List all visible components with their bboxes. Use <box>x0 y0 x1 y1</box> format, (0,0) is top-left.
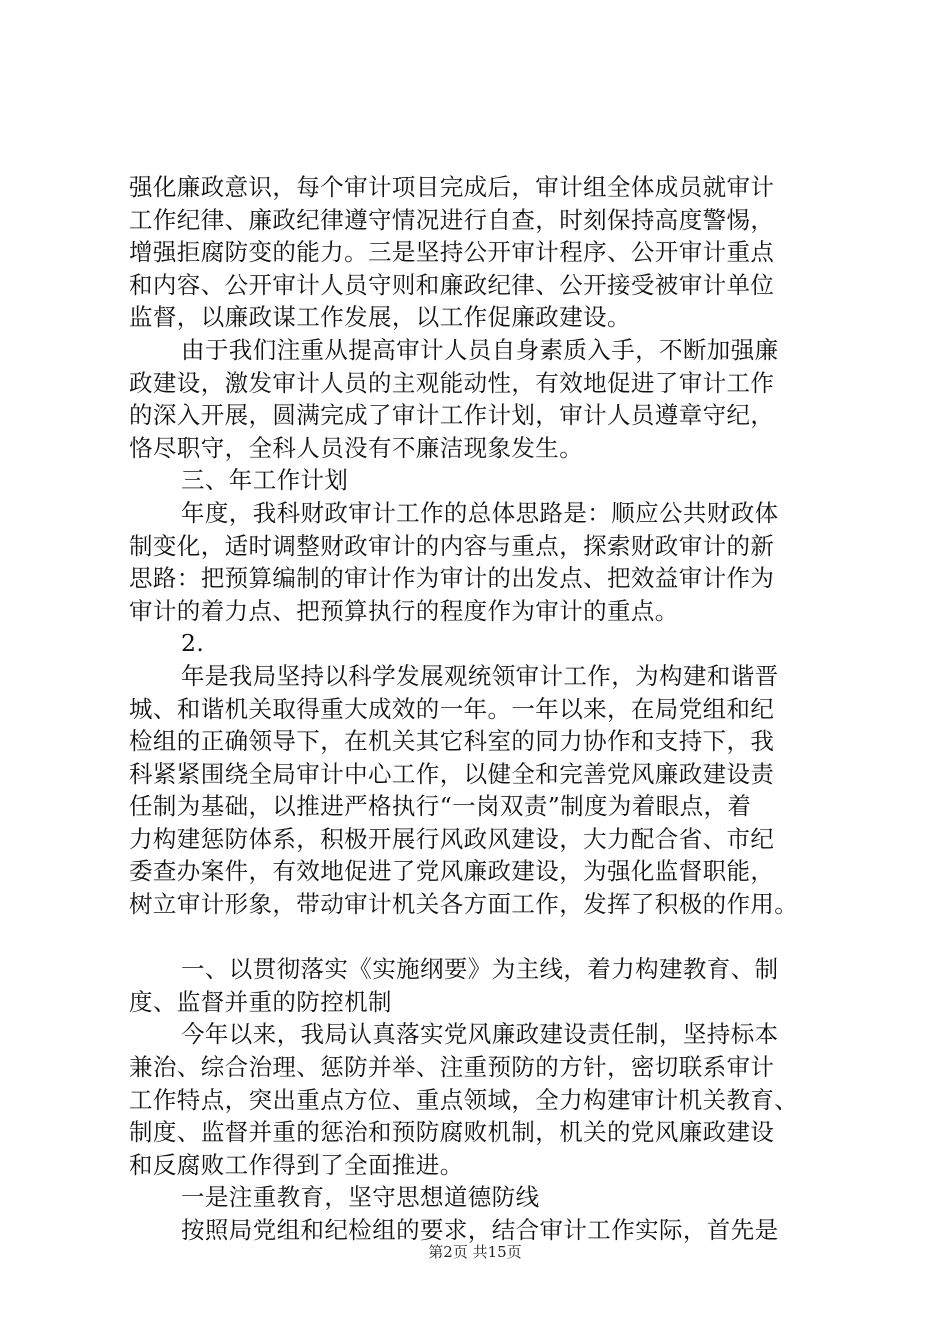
text-line: 年度，我科财政审计工作的总体思路是：顺应公共财政体 <box>181 498 779 527</box>
text-line: 的深入开展，圆满完成了审计工作计划，审计人员遵章守纪， <box>129 401 775 430</box>
page-footer: 第2页 共15页 <box>428 1243 522 1261</box>
subsection-heading: 一是注重教育，坚守思想道德防线 <box>181 1183 540 1212</box>
text-line: 思路：把预算编制的审计作为审计的出发点、把效益审计作为 <box>129 564 775 593</box>
text-line: 科紧紧围绕全局审计中心工作，以健全和完善党风廉政建设责 <box>129 759 775 788</box>
paragraph-gap <box>129 921 849 954</box>
text-line: 恪尽职守，全科人员没有不廉洁现象发生。 <box>129 433 584 462</box>
text-line: 工作特点，突出重点方位、重点领域，全力构建审计机关教育、 <box>129 1085 799 1114</box>
text-line: 和内容、公开审计人员守则和廉政纪律、公开接受被审计单位 <box>129 270 775 299</box>
text-line: 由于我们注重从提高审计人员自身素质入手，不断加强廉 <box>181 335 779 364</box>
text-line: 制变化，适时调整财政审计的内容与重点，探索财政审计的新 <box>129 531 775 560</box>
text-line: 树立审计形象，带动审计机关各方面工作，发挥了积极的作用。 <box>129 890 799 919</box>
text-line: 和反腐败工作得到了全面推进。 <box>129 1150 464 1179</box>
text-line: 审计的着力点、把预算执行的程度作为审计的重点。 <box>129 596 679 625</box>
text-line: 强化廉政意识，每个审计项目完成后，审计组全体成员就审计 <box>129 173 775 201</box>
text-line: 监督，以廉政谋工作发展，以工作促廉政建设。 <box>129 303 631 332</box>
text-line: 委查办案件，有效地促进了党风廉政建设，为强化监督职能， <box>129 857 775 886</box>
text-line: 任制为基础，以推进严格执行“一岗双责”制度为着眼点，着 <box>129 792 752 821</box>
text-line: 力构建惩防体系，积极开展行风政风建设，大力配合省、市纪 <box>129 824 775 853</box>
text-line: 兼治、综合治理、惩防并举、注重预防的方针，密切联系审计 <box>129 1053 775 1082</box>
section-heading: 度、监督并重的防控机制 <box>129 987 392 1016</box>
text-line: 检组的正确领导下，在机关其它科室的同力协作和支持下，我 <box>129 727 775 756</box>
text-line: 增强拒腐防变的能力。三是坚持公开审计程序、公开审计重点 <box>129 238 775 267</box>
text-line: 政建设，激发审计人员的主观能动性，有效地促进了审计工作 <box>129 368 775 397</box>
text-line: 制度、监督并重的惩治和预防腐败机制，机关的党风廉政建设 <box>129 1118 775 1147</box>
item-number: 2. <box>181 629 205 658</box>
text-line: 城、和谐机关取得重大成效的一年。一年以来，在局党组和纪 <box>129 694 775 723</box>
section-heading: 一、以贯彻落实《实施纲要》为主线，着力构建教育、制 <box>181 955 779 984</box>
document-body <box>129 171 849 1247</box>
text-line: 按照局党组和纪检组的要求，结合审计工作实际，首先是 <box>181 1216 779 1244</box>
text-line: 今年以来，我局认真落实党风廉政建设责任制，坚持标本 <box>181 1020 779 1049</box>
text-line: 年是我局坚持以科学发展观统领审计工作，为构建和谐晋 <box>181 661 779 690</box>
section-heading: 三、年工作计划 <box>181 466 349 495</box>
text-line: 工作纪律、廉政纪律遵守情况进行自查，时刻保持高度警惕， <box>129 205 775 234</box>
